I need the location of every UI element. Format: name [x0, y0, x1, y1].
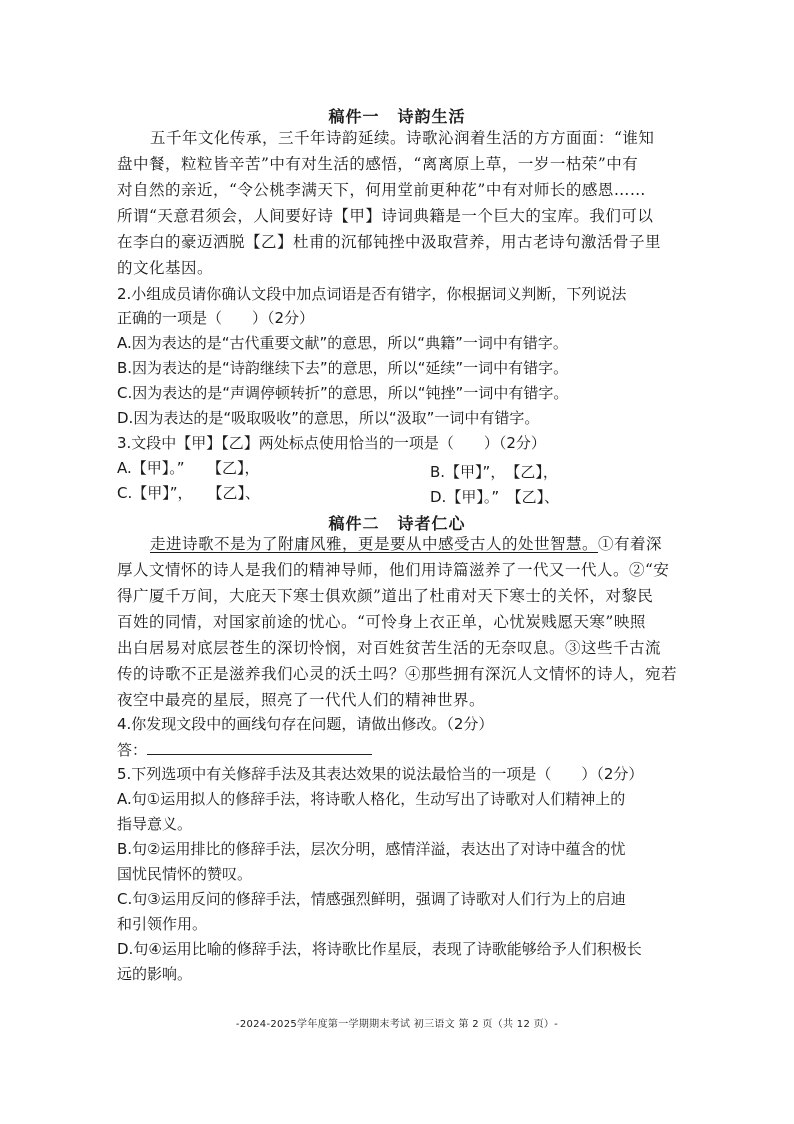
q2-stem: 正确的一项是（ ）（2分）: [117, 309, 315, 327]
q2-option-b: B.因为表达的是“诗韵继续下去”的意思，所以“延续”一词中有错字。: [117, 359, 569, 377]
q3-option-c: C.【甲】”， 【乙】、: [117, 484, 261, 502]
q3-stem: 3.文段中【甲】【乙】两处标点使用恰当的一项是（ ）（2分）: [117, 434, 546, 452]
q2-option-d: D.因为表达的是“吸取吸收”的意思，所以“汲取”一词中有错字。: [117, 409, 540, 427]
answer-blank: [147, 742, 372, 755]
section2-line: 出白居易对底层苍生的深切怜悯，对百姓贫苦生活的无奈叹息。③这些千古流: [117, 639, 662, 657]
section2-line: 走进诗歌不是为了附庸风雅，更是要从中感受古人的处世智慧。①有着深: [150, 535, 663, 553]
q5-option-a-cont: 指导意义。: [117, 815, 193, 833]
section2-heading: [0, 511, 794, 534]
section2-line: 厚人文情怀的诗人是我们的精神导师，他们用诗篇滋养了一代又一代人。②“安: [117, 561, 670, 579]
q2-option-a: A.因为表达的是“古代重要文献”的意思，所以“典籍”一词中有错字。: [117, 334, 568, 352]
section1-line: 五千年文化传承，三千年诗韵延续。诗歌沁润着生活的方方面面：“谁知: [150, 129, 655, 147]
section1-line: 对自然的亲近，“令公桃李满天下，何用堂前更种花”中有对师长的感恩……: [117, 181, 646, 199]
section1-label: 稿件一: [328, 107, 380, 126]
q5-option-d: D.句④运用比喻的修辞手法，将诗歌比作星辰，表现了诗歌能够给予人们积极长: [117, 940, 642, 958]
q5-option-d-cont: 远的影响。: [117, 965, 193, 983]
answer-label: 答：: [117, 741, 148, 759]
section2-line: 得广厦千万间，大庇天下寒士俱欢颜”道出了杜甫对天下寒士的关怀，对黎民: [117, 587, 654, 605]
q3-option-d: D.【甲】。” 【乙】、: [430, 488, 560, 506]
q5-option-c: C.句③运用反问的修辞手法，情感强烈鲜明，强调了诗歌对人们行为上的启迪: [117, 890, 626, 908]
q3-option-b: B.【甲】”， 【乙】，: [430, 463, 558, 481]
section2-line: 传的诗歌不正是滋养我们心灵的沃土吗？④那些拥有深沉人文情怀的诗人，宛若: [117, 665, 678, 683]
q2-option-c: C.因为表达的是“声调停顿转折”的意思，所以“钝挫”一词中有错字。: [117, 384, 569, 402]
q4-answer: [117, 742, 372, 758]
underlined-sentence: 走进诗歌不是为了附庸风雅，更是要从中感受古人的处世智慧。: [150, 535, 599, 553]
section1-line: 的文化基因。: [117, 259, 214, 277]
page-footer: -2024-2025学年度第一学期期末考试 初三语文 第 2 页（共 12 页）-: [235, 1019, 559, 1030]
section1-line: 盘中餐，粒粒皆辛苦”中有对生活的感悟，“离离原上草，一岁一枯荣”中有: [117, 155, 639, 173]
q5-stem: 5.下列选项中有关修辞手法及其表达效果的说法最恰当的一项是（ ）（2分）: [117, 765, 644, 783]
q5-option-b-cont: 国忧民情怀的赞叹。: [117, 865, 253, 883]
q3-option-a: A.【甲】。” 【乙】，: [117, 459, 260, 477]
section2-label: 稿件二: [328, 514, 380, 533]
section2-title: 诗者仁心: [397, 514, 466, 533]
section1-heading: [0, 104, 794, 127]
section2-line: 夜空中最亮的星辰，照亮了一代代人们的精神世界。: [117, 691, 486, 709]
section1-line: 所谓“天意君须会，人间要好诗【甲】诗词典籍是一个巨大的宝库。我们可以: [117, 207, 654, 225]
q2-stem: 2.小组成员请你确认文段中加点词语是否有错字，你根据词义判断，下列说法: [117, 285, 627, 303]
section2-line: 百姓的同情，对国家前途的忧心。“可怜身上衣正单，心忧炭贱愿天寒”映照: [117, 613, 646, 631]
section1-title: 诗韵生活: [397, 107, 466, 126]
q5-option-c-cont: 和引领作用。: [117, 915, 208, 933]
q4-stem: 4.你发现文段中的画线句存在问题，请做出修改。（2分）: [117, 715, 494, 733]
q5-option-a: A.句①运用拟人的修辞手法，将诗歌人格化，生动写出了诗歌对人们精神上的: [117, 790, 626, 808]
section1-line: 在李白的豪迈洒脱【乙】杜甫的沉郁钝挫中汲取营养，用古老诗句激活骨子里: [117, 233, 662, 251]
q5-option-b: B.句②运用排比的修辞手法，层次分明，感情洋溢，表达出了对诗中蕴含的忧: [117, 840, 626, 858]
